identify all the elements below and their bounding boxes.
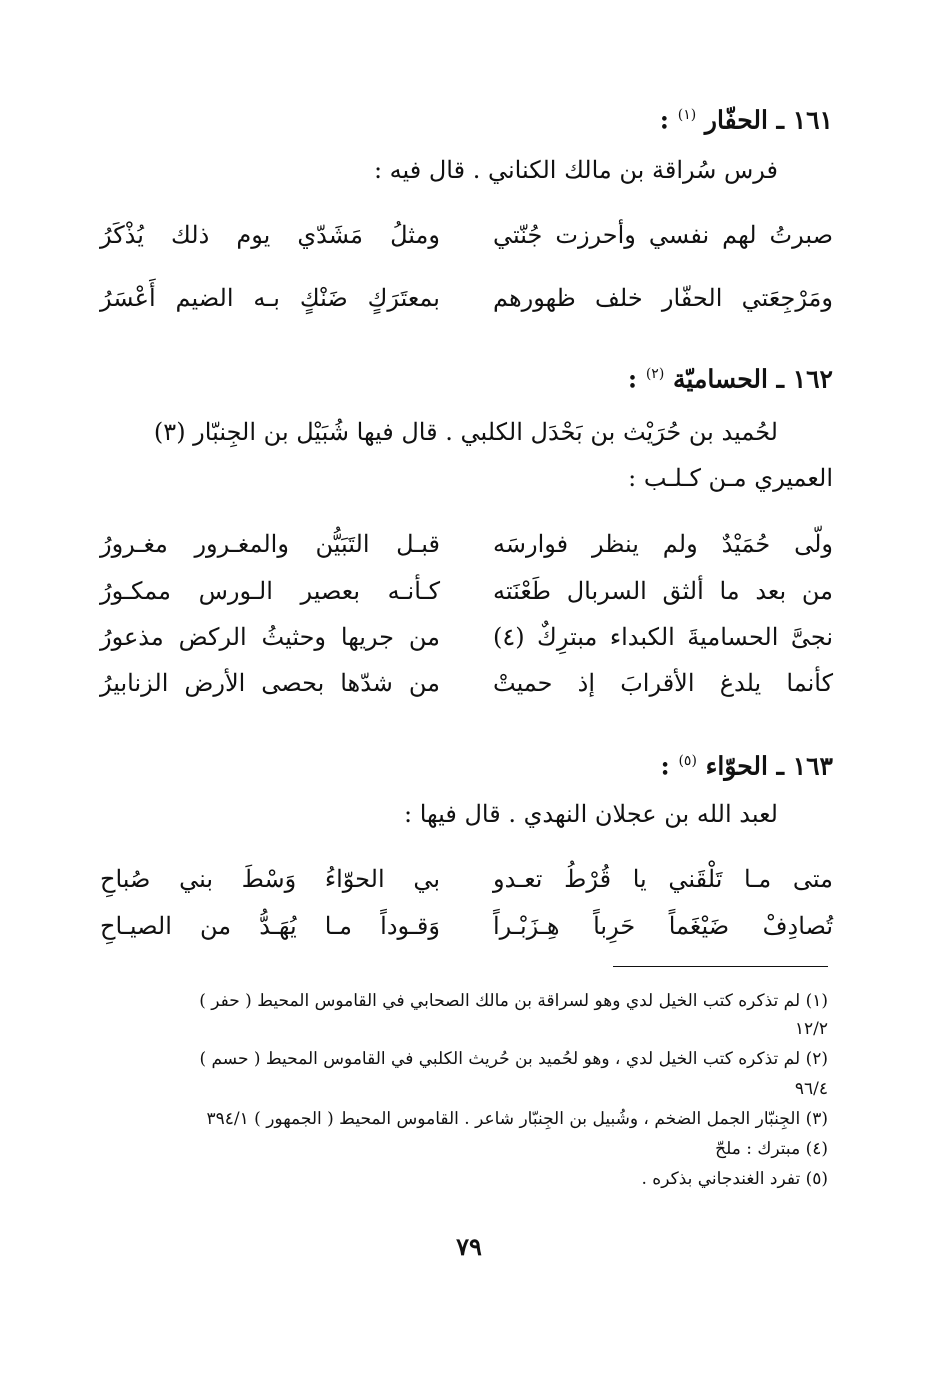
footnote: (١) لم تذكره كتب الخيل لدي وهو لسراقة بن مالك الصحابي في القاموس المحيط ( حفر ) xyxy=(199,991,828,1011)
footnote-ref: (١) xyxy=(677,107,697,123)
verse-first-hemistich: تُصادِفْ ضَيْغَماً حَرِباً هِـزَبْـراً xyxy=(493,912,833,940)
heading-text: ١٦٣ ـ الحوّاء xyxy=(705,751,833,781)
verse-line xyxy=(100,906,833,946)
footnote-cont: ١٢/٢ xyxy=(794,1019,828,1039)
verse-first-hemistich: متى مـا تَلْقَني يا قُرْطُ تعـدو xyxy=(493,865,833,893)
heading-text: ١٦٢ ـ الحساميّة xyxy=(673,364,833,394)
footnote-ref: (٢) xyxy=(645,366,665,382)
heading-text: ١٦١ ـ الحفّار xyxy=(704,105,833,135)
verse-second-hemistich: وَقـوداً مـا يُهَـدُّ من الصيـاحِ xyxy=(100,912,440,940)
verse-first-hemistich: ومَرْجِعَتي الحفّار خلف ظهورهم xyxy=(493,284,833,312)
entry-prose-162-cont: العميري مـن كـلـب : xyxy=(628,464,833,492)
footnote-cont: ٩٦/٤ xyxy=(794,1079,828,1099)
verse-second-hemistich: كـأنـه بعصير الـورس ممكـورُ xyxy=(100,577,440,605)
footnote: (٣) الجِنبّار الجمل الضخم ، وشُبيل بن الجِنبّار شاعر . القاموس المحيط ( الجمهور ) ٣٩٤/١ xyxy=(206,1109,828,1129)
entry-prose-161: فرس سُراقة بن مالك الكناني . قال فيه : xyxy=(373,156,778,184)
verse-first-hemistich: نجىَّ الحساميةَ الكبداء مبترِكٌ (٤) xyxy=(493,623,833,651)
verse-second-hemistich: من جريها وحثيثُ الركض مذعورُ xyxy=(100,623,440,651)
verse-line xyxy=(100,571,833,611)
verse-first-hemistich: كأنما يلدغ الأقرابَ إذ حميتْ xyxy=(493,669,833,697)
verse-first-hemistich: من بعد ما ألثق السربال طَعْنَته xyxy=(493,577,833,605)
verse-line xyxy=(100,215,833,255)
entry-heading-161 xyxy=(100,98,833,137)
footnote-ref: (٥) xyxy=(678,753,697,769)
footnote: (٥) تفرد الغندجاني بذكره . xyxy=(641,1169,828,1189)
footnote: (٢) لم تذكره كتب الخيل لدي ، وهو لحُميد بن حُريث الكلبي في القاموس المحيط ( حسم ) xyxy=(199,1049,828,1069)
verse-line xyxy=(100,617,833,657)
verse-line xyxy=(100,663,833,703)
entry-prose-162: لحُميد بن حُرَيْث بن بَحْدَل الكلبي . قال فيها شُبَيْل بن الجِنبّار (٣) xyxy=(153,418,778,446)
verse-second-hemistich: من شدّها بحصى الأرض الزنابيرُ xyxy=(100,669,440,697)
heading-colon: : xyxy=(627,364,646,394)
verse-line xyxy=(100,524,833,564)
verse-second-hemistich: قبـل التَبَيُّن والمغـرور مغـرورُ xyxy=(100,530,440,558)
heading-colon: : xyxy=(659,105,678,135)
verse-first-hemistich: ولّى حُمَيْدٌ ولم ينظر فوارسَه xyxy=(493,530,833,558)
verse-line xyxy=(100,278,833,318)
entry-heading-163 xyxy=(100,744,833,783)
page-number: ٧٩ xyxy=(456,1232,482,1261)
heading-colon: : xyxy=(660,751,679,781)
verse-second-hemistich: ومثلُ مَشَدّي يوم ذلك يُذْكَرُ xyxy=(100,221,440,249)
footnote-rule xyxy=(613,966,828,967)
entry-heading-162 xyxy=(100,357,833,396)
verse-second-hemistich: بمعتَرَكٍ ضَنْكٍ بـه الضيم أَعْسَرُ xyxy=(100,284,440,312)
verse-second-hemistich: بي الحوّاءُ وَسْطَ بني صُباحِ xyxy=(100,865,440,893)
footnote: (٤) مبترك : ملحّ xyxy=(715,1139,828,1159)
verse-line xyxy=(100,859,833,899)
verse-first-hemistich: صبرتُ لهم نفسي وأحرزت جُنّتي xyxy=(493,221,833,249)
entry-prose-163: لعبد الله بن عجلان النهدي . قال فيها : xyxy=(404,800,778,828)
